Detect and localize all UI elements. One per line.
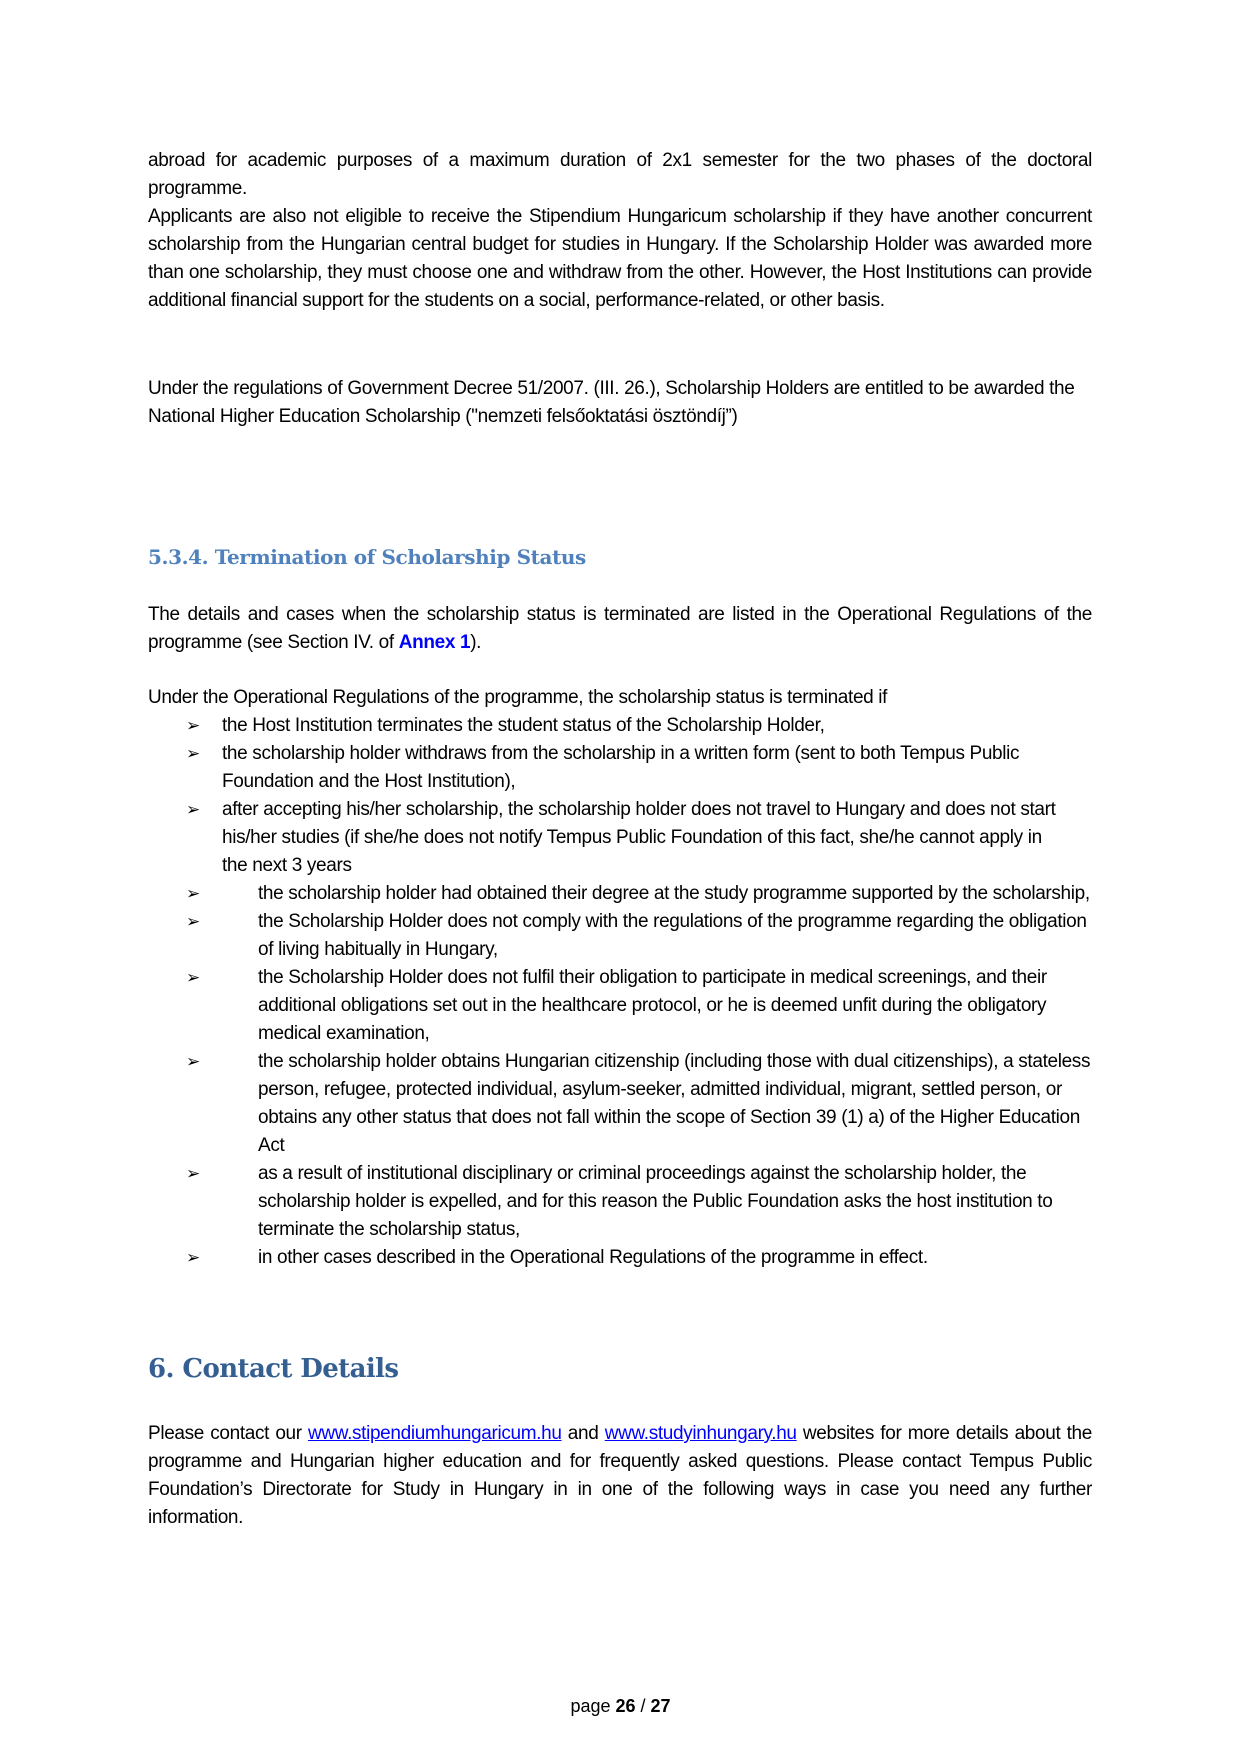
termination-details-paragraph <box>148 601 1092 657</box>
studyinhungary-link[interactable]: www.studyinhungary.hu <box>604 1423 797 1444</box>
annex-1-link[interactable]: Annex 1 <box>398 632 471 653</box>
list-item <box>186 796 1056 880</box>
total-page-count: 27 <box>650 1696 671 1716</box>
termination-details-text <box>148 601 1092 657</box>
termination-list-part-2 <box>186 880 1096 1272</box>
list-item-text: the Scholarship Holder does not fulfil their obligation to participate in medical screenings, and their additional obligations set out in the healthcare protocol, or he is deemed unfit during the obligatory medical examination, <box>258 967 1047 1044</box>
contact-text-start: Please contact our <box>148 1423 309 1444</box>
intro-paragraph-2-text: Applicants are also not eligible to receive the Stipendium Hungaricum scholarship if they have another concurrent scholarship from the Hungarian central budget for studies in Hungary. If the Scholarship Holder was awarded more than one scholarship, they must choose one and withdraw from the other. However, the Host Institutions can provide additional financial support for the students on a social, performance-related, or other basis. <box>148 206 1092 311</box>
list-item-text: the Scholarship Holder does not comply with the regulations of the programme regarding the obligation of living habitually in Hungary, <box>258 911 1087 960</box>
arrow-bullet-icon: ➢ <box>186 912 200 931</box>
list-item-text: the scholarship holder withdraws from the scholarship in a written form (sent to both Tempus Public Foundation and the Host Institution), <box>222 743 1020 792</box>
page-label: page <box>570 1696 616 1716</box>
list-item <box>186 1160 1096 1244</box>
section-heading-termination: 5.3.4. Termination of Scholarship Status <box>148 545 586 569</box>
intro-paragraph-2 <box>148 203 1092 315</box>
arrow-bullet-icon: ➢ <box>186 968 200 987</box>
arrow-bullet-icon: ➢ <box>186 884 200 903</box>
list-item <box>186 740 1056 796</box>
list-item-text: after accepting his/her scholarship, the scholarship holder does not travel to Hungary and does not start his/her studies (if she/he does not notify Tempus Public Foundation of this fact, she/he cannot apply in the next 3 years <box>222 799 1056 876</box>
list-item <box>186 1048 1096 1160</box>
contact-text-between: and <box>561 1423 605 1444</box>
arrow-bullet-icon: ➢ <box>186 1052 200 1071</box>
section-heading-contact-details: 6. Contact Details <box>148 1354 399 1384</box>
list-item-text: the scholarship holder obtains Hungarian citizenship (including those with dual citizenships), a stateless person, refugee, protected individual, asylum-seeker, admitted individual, migrant, settled person, or obtains any other status that does not fall within the scope of Section 39 (1) a) of the Higher Education Act <box>258 1051 1091 1156</box>
list-item <box>186 712 1056 740</box>
intro-paragraph-1 <box>148 147 1092 203</box>
current-page-number: 26 <box>615 1696 636 1716</box>
details-suffix: ). <box>470 632 482 653</box>
intro-paragraph-3-text: Under the regulations of Government Decree 51/2007. (III. 26.), Scholarship Holders are entitled to be awarded the National Higher Education Scholarship ("nemzeti felsőoktatási ösztöndíj”) <box>148 378 1075 427</box>
list-item <box>186 1244 1096 1272</box>
list-item-text: the scholarship holder had obtained their degree at the study programme supported by the scholarship, <box>258 883 1090 904</box>
list-item <box>186 964 1096 1048</box>
page-separator: / <box>635 1696 651 1716</box>
stipendiumhungaricum-link[interactable]: www.stipendiumhungaricum.hu <box>308 1423 562 1444</box>
termination-list-intro <box>148 684 1092 712</box>
termination-list-intro-text: Under the Operational Regulations of the programme, the scholarship status is terminated if <box>148 687 888 708</box>
details-prefix: The details and cases when the scholarship status is terminated are listed in the Operational Regulations of the programme (see Section IV. of <box>148 604 1092 653</box>
arrow-bullet-icon: ➢ <box>186 744 200 763</box>
contact-text-end: websites for more details about the programme and Hungarian higher education and for frequently asked questions. Please contact Tempus Public Foundation’s Directorate for Study in Hungary in in one of the following ways in case you need any further information. <box>148 1423 1092 1528</box>
list-item <box>186 880 1096 908</box>
intro-paragraph-3 <box>148 375 1092 431</box>
contact-paragraph <box>148 1420 1092 1532</box>
page-number-footer <box>0 1696 1241 1717</box>
arrow-bullet-icon: ➢ <box>186 800 200 819</box>
termination-list-part-1 <box>186 712 1056 880</box>
arrow-bullet-icon: ➢ <box>186 716 200 735</box>
list-item-text: the Host Institution terminates the student status of the Scholarship Holder, <box>222 715 825 736</box>
list-item <box>186 908 1096 964</box>
intro-paragraph-1-text: abroad for academic purposes of a maximum duration of 2x1 semester for the two phases of the doctoral programme. <box>148 150 1092 199</box>
contact-paragraph-text <box>148 1420 1092 1532</box>
list-item-text: in other cases described in the Operational Regulations of the programme in effect. <box>258 1247 928 1268</box>
arrow-bullet-icon: ➢ <box>186 1248 200 1267</box>
list-item-text: as a result of institutional disciplinary or criminal proceedings against the scholarship holder, the scholarship holder is expelled, and for this reason the Public Foundation asks the host institution to terminate the scholarship status, <box>258 1163 1053 1240</box>
arrow-bullet-icon: ➢ <box>186 1164 200 1183</box>
